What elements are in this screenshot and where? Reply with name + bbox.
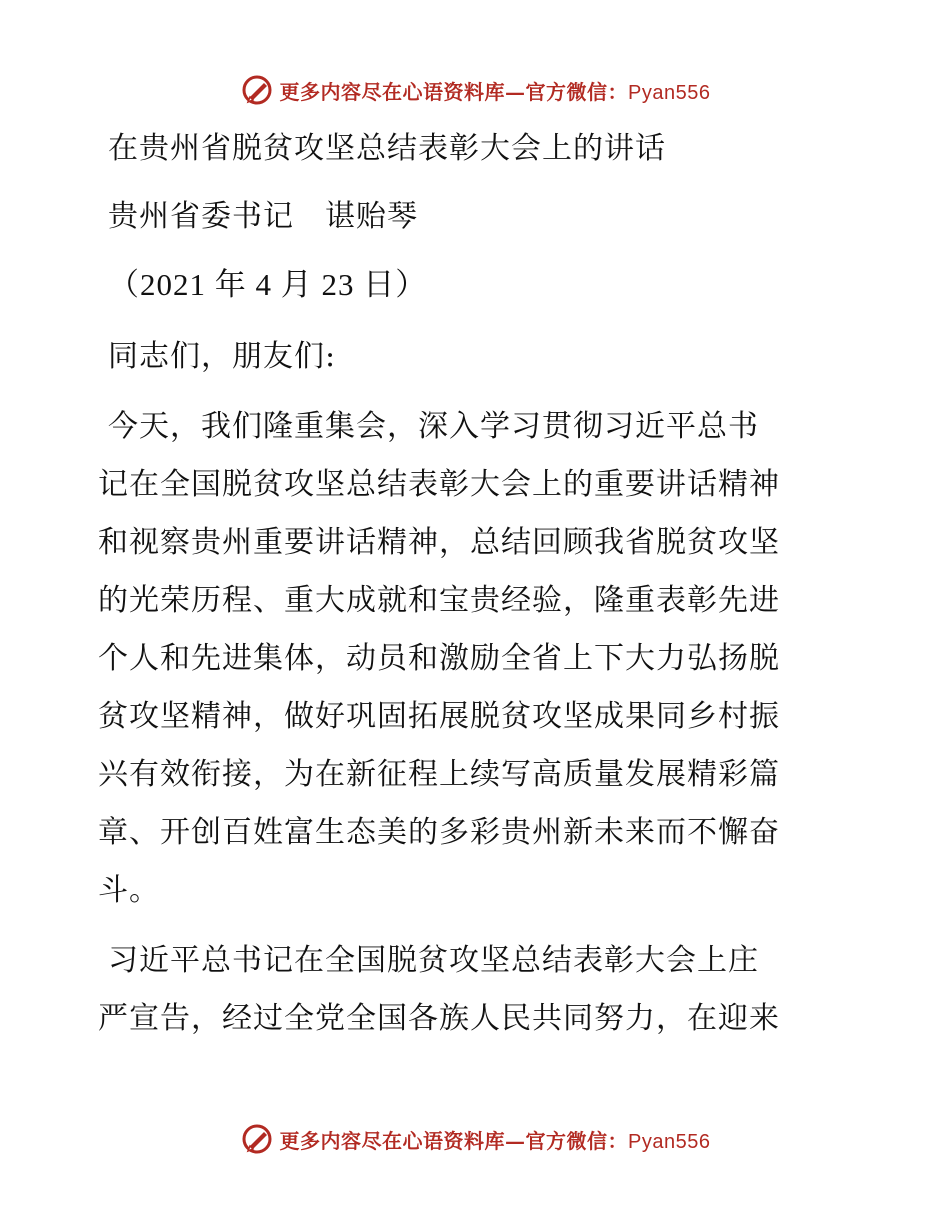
speech-author: 贵州省委书记 谌贻琴 — [108, 199, 418, 234]
paragraph-line: 和视察贵州重要讲话精神，总结回顾我省脱贫攻坚 — [98, 525, 780, 560]
paragraph-line: 个人和先进集体，动员和激励全省上下大力弘扬脱 — [98, 641, 780, 676]
paragraph-line: 斗。 — [98, 873, 160, 908]
paragraph-line: 的光荣历程、重大成就和宝贵经验，隆重表彰先进 — [98, 583, 780, 618]
speech-title: 在贵州省脱贫攻坚总结表彰大会上的讲话 — [108, 131, 666, 166]
document-body — [98, 120, 858, 1048]
paragraph-line: 今天，我们隆重集会，深入学习贯彻习近平总书 — [108, 409, 759, 444]
watermark-text: 更多内容尽在心语资料库—官方微信：Pyan556 — [279, 1128, 711, 1153]
watermark-header — [0, 70, 950, 110]
paragraph-1 — [98, 398, 858, 920]
speech-date: （2021 年 4 月 23 日） — [108, 267, 428, 302]
speech-greeting: 同志们，朋友们: — [108, 339, 337, 374]
watermark-wechat-id: Pyan556 — [628, 81, 711, 104]
paragraph-2 — [98, 932, 858, 1048]
paragraph-line: 贫攻坚精神，做好巩固拓展脱贫攻坚成果同乡村振 — [98, 699, 780, 734]
paragraph-line: 兴有效衔接，为在新征程上续写高质量发展精彩篇 — [98, 757, 780, 792]
pen-logo-icon — [240, 73, 274, 107]
paragraph-line: 习近平总书记在全国脱贫攻坚总结表彰大会上庄 — [108, 943, 759, 978]
watermark-footer — [0, 1119, 950, 1159]
watermark-wechat-id: Pyan556 — [628, 1130, 711, 1153]
pen-logo-icon — [240, 1122, 274, 1156]
paragraph-line: 严宣告，经过全党全国各族人民共同努力，在迎来 — [98, 1001, 780, 1036]
watermark-text: 更多内容尽在心语资料库—官方微信：Pyan556 — [279, 79, 711, 104]
paragraph-line: 章、开创百姓富生态美的多彩贵州新未来而不懈奋 — [98, 815, 780, 850]
paragraph-line: 记在全国脱贫攻坚总结表彰大会上的重要讲话精神 — [98, 467, 780, 502]
